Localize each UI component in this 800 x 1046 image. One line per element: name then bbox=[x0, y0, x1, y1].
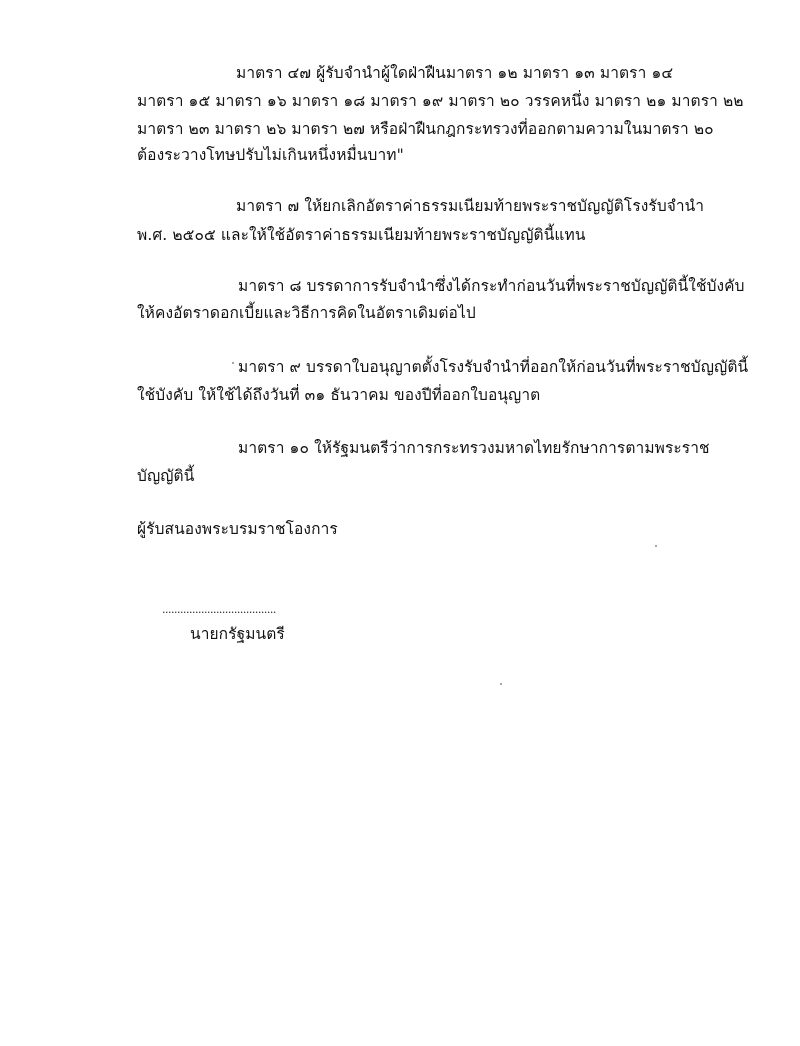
section-10-line-1: มาตรา ๑๐ ให้รัฐมนตรีว่าการกระทรวงมหาดไทยรักษาการตามพระราช bbox=[238, 439, 710, 457]
signature-dotted-line: ...................................... bbox=[162, 603, 276, 616]
section-7-line-1: มาตรา ๗ ให้ยกเลิกอัตราค่าธรรมเนียมท้ายพระราชบัญญัติโรงรับจำนำ bbox=[236, 197, 705, 215]
countersign-text: ผู้รับสนองพระบรมราชโองการ bbox=[137, 520, 338, 538]
section-9-line-2: ใช้บังคับ ให้ใช้ได้ถึงวันที่ ๓๑ ธันวาคม ของปีที่ออกใบอนุญาต bbox=[137, 386, 541, 404]
section-47-line-3: มาตรา ๒๓ มาตรา ๒๖ มาตรา ๒๗ หรือฝ่าฝืนกฎกระทรวงที่ออกตามความในมาตรา ๒๐ bbox=[137, 120, 714, 138]
section-47-line-1: มาตรา ๔๗ ผู้รับจำนำผู้ใดฝ่าฝืนมาตรา ๑๒ มาตรา ๑๓ มาตรา ๑๔ bbox=[236, 64, 674, 82]
scan-speck bbox=[500, 683, 502, 685]
section-8-line-1: มาตรา ๘ บรรดาการรับจำนำซึ่งได้กระทำก่อนวันที่พระราชบัญญัตินี้ใช้บังคับ bbox=[238, 277, 745, 295]
scan-speck bbox=[232, 362, 234, 364]
section-47-line-2: มาตรา ๑๕ มาตรา ๑๖ มาตรา ๑๘ มาตรา ๑๙ มาตรา ๒๐ วรรคหนึ่ง มาตรา ๒๑ มาตรา ๒๒ bbox=[137, 92, 744, 110]
section-47-line-4: ต้องระวางโทษปรับไม่เกินหนึ่งหมื่นบาท" bbox=[137, 146, 404, 164]
section-9-line-1: มาตรา ๙ บรรดาใบอนุญาตตั้งโรงรับจำนำที่ออกให้ก่อนวันที่พระราชบัญญัตินี้ bbox=[238, 358, 749, 376]
section-8-line-2: ให้คงอัตราดอกเบี้ยและวิธีการคิดในอัตราเดิมต่อไป bbox=[137, 304, 476, 322]
section-10-line-2: บัญญัตินี้ bbox=[137, 467, 195, 485]
signatory-title: นายกรัฐมนตรี bbox=[190, 625, 285, 643]
section-7-line-2: พ.ศ. ๒๕๐๕ และให้ใช้อัตราค่าธรรมเนียมท้ายพระราชบัญญัตินี้แทน bbox=[137, 226, 586, 244]
scan-speck bbox=[655, 545, 657, 547]
